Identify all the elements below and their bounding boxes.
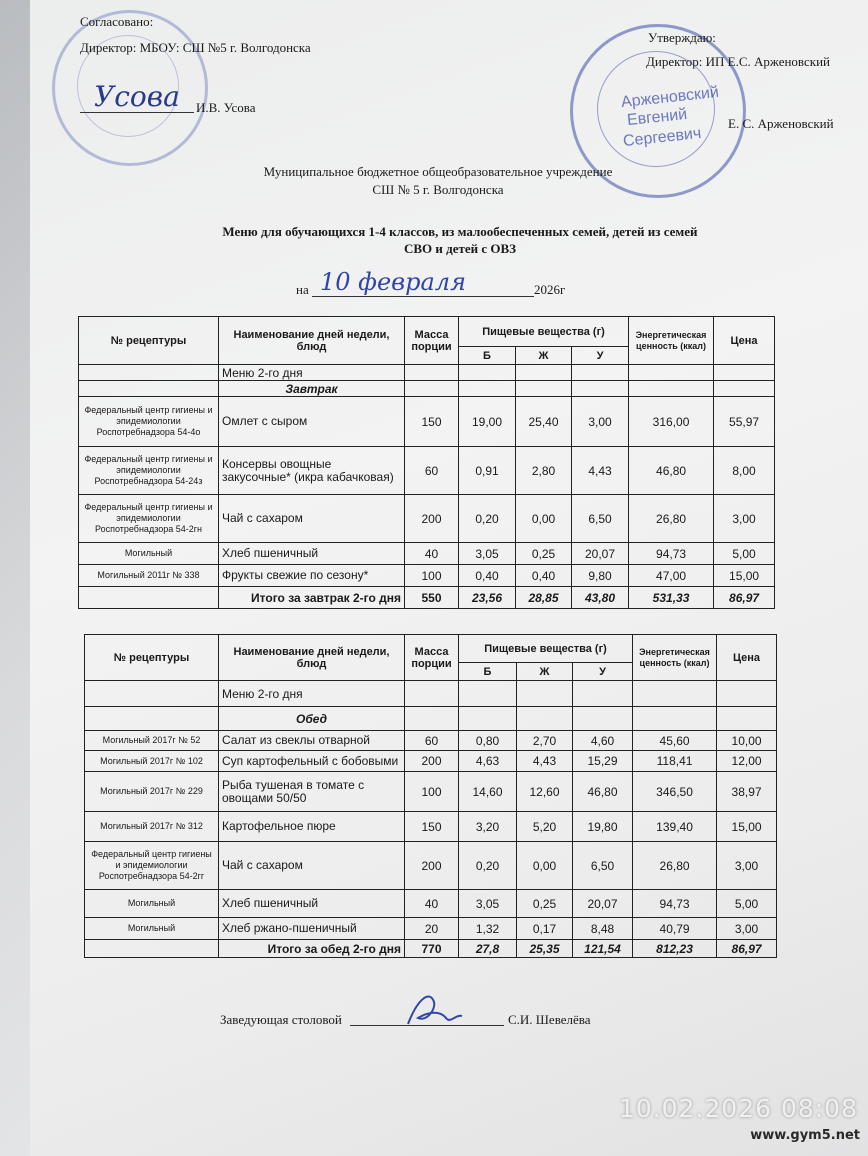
protein-cell: 1,32: [459, 918, 517, 940]
carbs-cell: 3,00: [572, 397, 629, 447]
protein-cell: 0,80: [459, 731, 517, 751]
price-cell: 15,00: [714, 565, 775, 587]
mass-cell: 200: [405, 751, 459, 772]
dish-name: Консервы овощные закусочные* (икра кабачковая): [219, 447, 405, 495]
carbs-cell: 9,80: [572, 565, 629, 587]
price-cell: 12,00: [717, 751, 777, 772]
header-name: Наименование дней недели, блюд: [219, 635, 405, 681]
recipe-cell: Могильный: [85, 918, 219, 940]
dish-name: Хлеб пшеничный: [219, 543, 405, 565]
table-row: [79, 447, 775, 495]
total-energy: 812,23: [633, 940, 717, 958]
approval-left-position: Директор: МБОУ: СШ №5 г. Волгодонска: [80, 40, 311, 55]
fat-cell: 0,25: [516, 543, 572, 565]
total-row: [79, 587, 775, 609]
recipe-cell: Могильный: [85, 890, 219, 918]
energy-cell: 94,73: [633, 890, 717, 918]
recipe-cell: Федеральный центр гигиены и эпидемиологии Роспотребнадзора 54-2гн: [79, 495, 219, 543]
fat-cell: 0,00: [516, 495, 572, 543]
stamp-text-line2: Евгений: [626, 105, 688, 130]
date-year: 2026г: [534, 282, 566, 297]
fat-cell: 0,17: [517, 918, 573, 940]
table-row: [79, 543, 775, 565]
fat-cell: 2,80: [516, 447, 572, 495]
dish-name: Чай с сахаром: [219, 495, 405, 543]
carbs-cell: 8,48: [573, 918, 633, 940]
protein-cell: 0,40: [459, 565, 516, 587]
carbs-cell: 46,80: [573, 772, 633, 812]
header-recipe: № рецептуры: [79, 317, 219, 365]
header-zh: Ж: [517, 663, 573, 681]
table-row: [85, 918, 777, 940]
recipe-cell: Могильный: [79, 543, 219, 565]
mass-cell: 200: [405, 842, 459, 890]
header-nutrients: Пищевые вещества (г): [459, 635, 633, 663]
stamp-text-line3: Сергеевич: [622, 124, 703, 151]
fat-cell: 25,40: [516, 397, 572, 447]
dish-name: Хлеб ржано-пшеничный: [219, 918, 405, 940]
fat-cell: 0,00: [517, 842, 573, 890]
footer-role: Заведующая столовой: [220, 1012, 342, 1027]
site-watermark: www.gym5.net: [750, 1128, 860, 1143]
price-cell: 8,00: [714, 447, 775, 495]
table-row: [85, 842, 777, 890]
header-recipe: № рецептуры: [85, 635, 219, 681]
header-mass: Масса порции: [405, 635, 459, 681]
energy-cell: 139,40: [633, 812, 717, 842]
total-label: Итого за обед 2-го дня: [219, 940, 405, 958]
table-row: [85, 772, 777, 812]
org-name-line1: Муниципальное бюджетное общеобразовательное учреждение: [263, 164, 613, 179]
total-protein: 27,8: [459, 940, 517, 958]
table-row: [85, 812, 777, 842]
header-energy: Энергетическая ценность (ккал): [633, 635, 717, 681]
header-price: Цена: [714, 317, 775, 365]
protein-cell: 19,00: [459, 397, 516, 447]
menu-title-line1: Меню для обучающихся 1-4 классов, из малообеспеченных семей, детей из семей: [222, 224, 698, 239]
energy-cell: 47,00: [629, 565, 714, 587]
breakfast-meal-label: Завтрак: [219, 381, 405, 397]
dish-name: Рыба тушеная в томате с овощами 50/50: [219, 772, 405, 812]
fat-cell: 12,60: [517, 772, 573, 812]
stamp-text-line1: Арженовский: [620, 83, 720, 112]
photo-timestamp: 10.02.2026 08:08: [618, 1094, 858, 1123]
fat-cell: 0,25: [517, 890, 573, 918]
approval-right-label: Утверждаю:: [648, 30, 716, 45]
energy-cell: 26,80: [633, 842, 717, 890]
table-row: [85, 731, 777, 751]
header-b: Б: [459, 663, 517, 681]
carbs-cell: 4,43: [572, 447, 629, 495]
carbs-cell: 6,50: [572, 495, 629, 543]
header-b: Б: [459, 347, 516, 365]
carbs-cell: 19,80: [573, 812, 633, 842]
mass-cell: 40: [405, 890, 459, 918]
energy-cell: 46,80: [629, 447, 714, 495]
total-mass: 770: [405, 940, 459, 958]
recipe-cell: Федеральный центр гигиены и эпидемиологии Роспотребнадзора 54-4о: [79, 397, 219, 447]
mass-cell: 100: [405, 772, 459, 812]
protein-cell: 0,20: [459, 495, 516, 543]
price-cell: 3,00: [717, 842, 777, 890]
header-u: У: [573, 663, 633, 681]
carbs-cell: 15,29: [573, 751, 633, 772]
date-prefix: на: [296, 282, 309, 297]
energy-cell: 45,60: [633, 731, 717, 751]
header-price: Цена: [717, 635, 777, 681]
total-fat: 25,35: [517, 940, 573, 958]
energy-cell: 94,73: [629, 543, 714, 565]
mass-cell: 60: [405, 447, 459, 495]
dish-name: Салат из свеклы отварной: [219, 731, 405, 751]
table-row: [79, 397, 775, 447]
org-name-line2: СШ № 5 г. Волгодонска: [372, 182, 504, 197]
protein-cell: 3,20: [459, 812, 517, 842]
breakfast-day-label: Меню 2-го дня: [219, 365, 405, 381]
total-label: Итого за завтрак 2-го дня: [219, 587, 405, 609]
recipe-cell: Могильный 2017г № 229: [85, 772, 219, 812]
price-cell: 38,97: [717, 772, 777, 812]
table-row: [85, 751, 777, 772]
dish-name: Картофельное пюре: [219, 812, 405, 842]
fat-cell: 4,43: [517, 751, 573, 772]
energy-cell: 316,00: [629, 397, 714, 447]
total-carbs: 121,54: [573, 940, 633, 958]
approval-right-signature-name: Е. С. Арженовский: [728, 116, 834, 131]
header-energy: Энергетическая ценность (ккал): [629, 317, 714, 365]
protein-cell: 3,05: [459, 543, 516, 565]
mass-cell: 100: [405, 565, 459, 587]
energy-cell: 40,79: [633, 918, 717, 940]
energy-cell: 118,41: [633, 751, 717, 772]
protein-cell: 4,63: [459, 751, 517, 772]
mass-cell: 20: [405, 918, 459, 940]
dish-name: Чай с сахаром: [219, 842, 405, 890]
total-price: 86,97: [717, 940, 777, 958]
total-mass: 550: [405, 587, 459, 609]
total-row: [85, 940, 777, 958]
header-u: У: [572, 347, 629, 365]
mass-cell: 150: [405, 397, 459, 447]
price-cell: 3,00: [717, 918, 777, 940]
lunch-day-label: Меню 2-го дня: [219, 681, 405, 707]
date-handwritten: 10 февраля: [320, 268, 466, 296]
total-energy: 531,33: [629, 587, 714, 609]
total-protein: 23,56: [459, 587, 516, 609]
energy-cell: 26,80: [629, 495, 714, 543]
date-underline: [312, 296, 534, 297]
protein-cell: 0,91: [459, 447, 516, 495]
price-cell: 10,00: [717, 731, 777, 751]
lunch-meal-label: Обед: [219, 707, 405, 731]
approval-left-signature-line: [80, 112, 194, 113]
mass-cell: 200: [405, 495, 459, 543]
price-cell: 15,00: [717, 812, 777, 842]
mass-cell: 150: [405, 812, 459, 842]
lunch-table: [84, 634, 777, 958]
recipe-cell: Федеральный центр гигиены и эпидемиологии Роспотребнадзора 54-2гг: [85, 842, 219, 890]
dish-name: Омлет с сыром: [219, 397, 405, 447]
fat-cell: 2,70: [517, 731, 573, 751]
energy-cell: 346,50: [633, 772, 717, 812]
price-cell: 55,97: [714, 397, 775, 447]
carbs-cell: 20,07: [572, 543, 629, 565]
recipe-cell: Могильный 2017г № 102: [85, 751, 219, 772]
fat-cell: 5,20: [517, 812, 573, 842]
recipe-cell: Могильный 2017г № 52: [85, 731, 219, 751]
dish-name: Хлеб пшеничный: [219, 890, 405, 918]
table-row: [79, 565, 775, 587]
table-row: [79, 495, 775, 543]
approval-right-position: Директор: ИП Е.С. Арженовский: [646, 54, 830, 69]
carbs-cell: 4,60: [573, 731, 633, 751]
total-carbs: 43,80: [572, 587, 629, 609]
header-name: Наименование дней недели, блюд: [219, 317, 405, 365]
dish-name: Фрукты свежие по сезону*: [219, 565, 405, 587]
protein-cell: 0,20: [459, 842, 517, 890]
total-price: 86,97: [714, 587, 775, 609]
table-row: [85, 890, 777, 918]
protein-cell: 3,05: [459, 890, 517, 918]
header-zh: Ж: [516, 347, 572, 365]
recipe-cell: Федеральный центр гигиены и эпидемиологии Роспотребнадзора 54-24з: [79, 447, 219, 495]
mass-cell: 40: [405, 543, 459, 565]
recipe-cell: Могильный 2017г № 312: [85, 812, 219, 842]
price-cell: 3,00: [714, 495, 775, 543]
recipe-cell: Могильный 2011г № 338: [79, 565, 219, 587]
header-nutrients: Пищевые вещества (г): [459, 317, 629, 347]
header-mass: Масса порции: [405, 317, 459, 365]
carbs-cell: 20,07: [573, 890, 633, 918]
footer-name: С.И. Шевелёва: [508, 1012, 591, 1027]
fat-cell: 0,40: [516, 565, 572, 587]
carbs-cell: 6,50: [573, 842, 633, 890]
approval-left-label: Согласовано:: [80, 14, 154, 29]
total-fat: 28,85: [516, 587, 572, 609]
approval-left-signature-name: И.В. Усова: [196, 100, 256, 115]
approval-left-handwritten-signature: Усова: [94, 80, 180, 113]
breakfast-table: [78, 316, 775, 609]
menu-title-line2: СВО и детей с ОВЗ: [403, 241, 517, 256]
dish-name: Суп картофельный с бобовыми: [219, 751, 405, 772]
mass-cell: 60: [405, 731, 459, 751]
price-cell: 5,00: [714, 543, 775, 565]
footer-handwritten-signature: [400, 988, 470, 1030]
protein-cell: 14,60: [459, 772, 517, 812]
price-cell: 5,00: [717, 890, 777, 918]
